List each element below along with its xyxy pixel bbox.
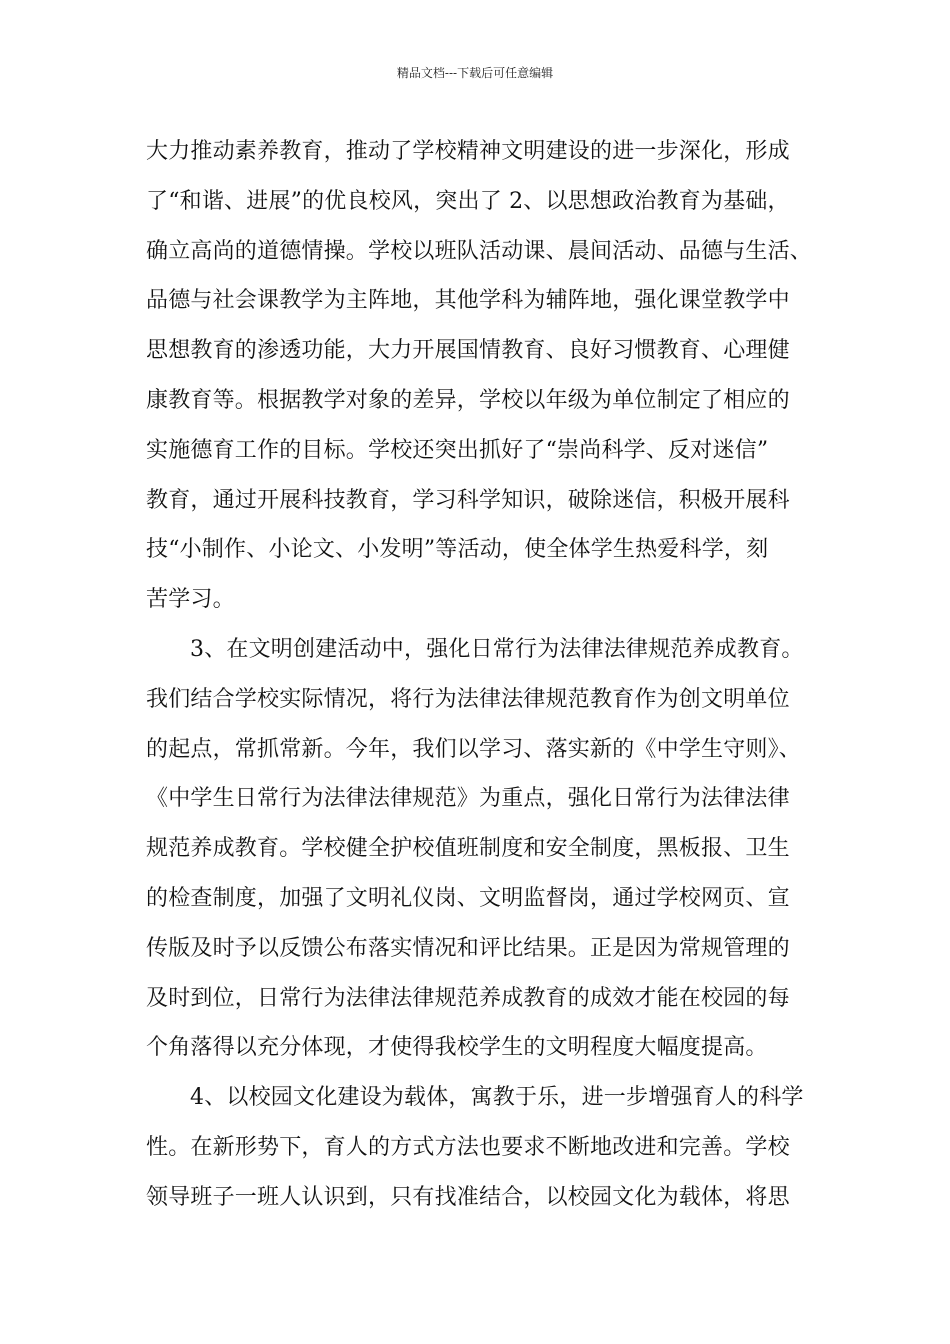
text-line: 品德与社会课教学为主阵地，其他学科为辅阵地，强化课堂教学中 [146, 288, 790, 314]
text-line: 个角落得以充分体现，才使得我校学生的文明程度大幅度提高。 [146, 1035, 768, 1061]
text-line: 确立高尚的道德情操。学校以班队活动课、晨间活动、品德与生活、 [146, 238, 813, 264]
text-line: 的检查制度，加强了文明礼仪岗、文明监督岗，通过学校网页、宣 [146, 885, 790, 911]
paragraph-3-first-line: 3、在文明创建活动中，强化日常行为法律法律规范养成教育。 [190, 636, 804, 662]
text-line: 教育，通过开展科技教育，学习科学知识，破除迷信，积极开展科 [146, 487, 790, 513]
text-line: 实施德育工作的目标。学校还突出抓好了“崇尚科学、反对迷信” [146, 437, 769, 463]
text-line: 苦学习。 [146, 587, 235, 613]
text-line: 领导班子一班人认识到，只有找准结合，以校园文化为载体，将思 [146, 1184, 790, 1210]
text-line: 规范养成教育。学校健全护校值班制度和安全制度，黑板报、卫生 [146, 836, 790, 862]
text-line: 了“和谐、进展”的优良校风，突出了 2、以思想政治教育为基础， [146, 188, 790, 214]
text-line: 性。在新形势下，育人的方式方法也要求不断地改进和完善。学校 [146, 1134, 790, 1160]
text-line: 康教育等。根据教学对象的差异，学校以年级为单位制定了相应的 [146, 387, 790, 413]
page-header: 精品文档---下载后可任意编辑 [396, 66, 554, 80]
document-body [146, 133, 836, 1229]
text-line: 及时到位，日常行为法律法律规范养成教育的成效才能在校园的每 [146, 985, 790, 1011]
text-line: 大力推动素养教育，推动了学校精神文明建设的进一步深化，形成 [146, 139, 790, 164]
text-line: 技“小制作、小论文、小发明”等活动，使全体学生热爱科学，刻 [146, 537, 769, 563]
paragraph-4-first-line: 4、以校园文化建设为载体，寓教于乐，进一步增强育人的科学 [190, 1085, 804, 1111]
text-line: 我们结合学校实际情况，将行为法律法律规范教育作为创文明单位 [146, 686, 790, 712]
text-line: 思想教育的渗透功能，大力开展国情教育、良好习惯教育、心理健 [146, 338, 790, 364]
text-line: 传版及时予以反馈公布落实情况和评比结果。正是因为常规管理的 [146, 935, 790, 961]
text-line: 《中学生日常行为法律法律规范》为重点，强化日常行为法律法律 [146, 786, 790, 812]
text-line: 的起点，常抓常新。今年，我们以学习、落实新的《中学生守则》、 [146, 736, 802, 762]
